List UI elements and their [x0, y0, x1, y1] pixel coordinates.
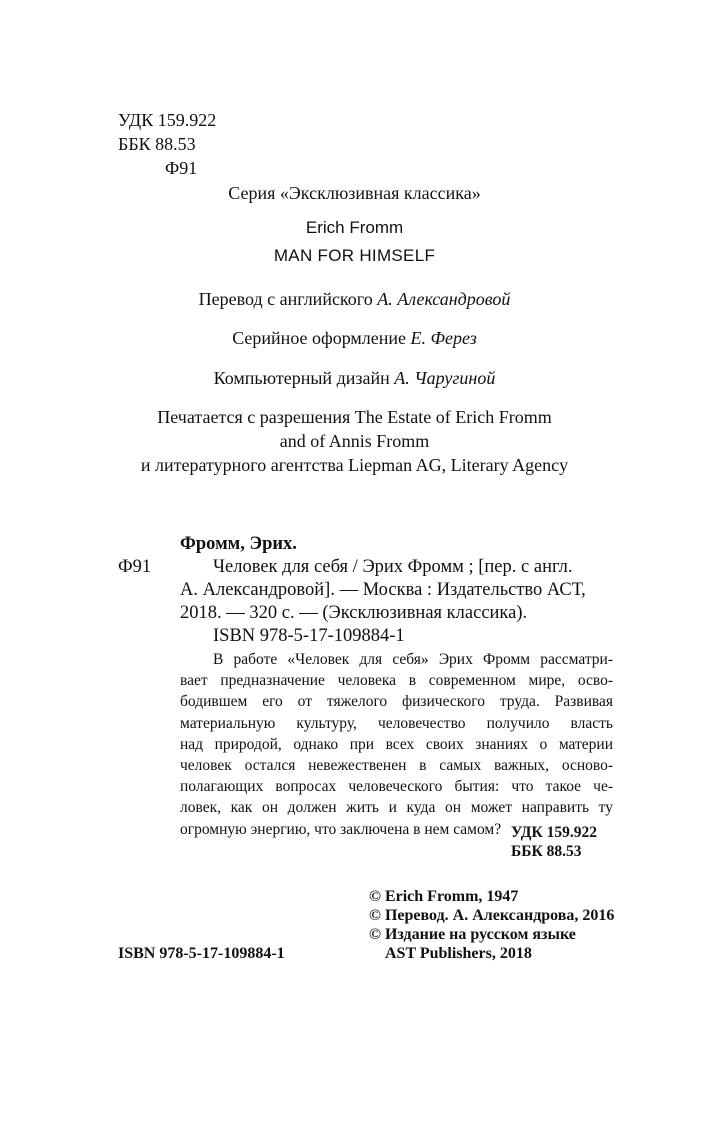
translator-name: А. Александровой	[377, 289, 511, 309]
annotation-line: человек остался невежественен в самых важных, осново-	[180, 756, 613, 774]
designer-name: А. Чаругиной	[394, 368, 496, 388]
permission-line-3: и литературного агентства Liepman AG, Literary Agency	[140, 455, 569, 475]
bbk-code: ББК 88.53	[118, 134, 196, 154]
copyright-line-4: AST Publishers, 2018	[385, 945, 532, 962]
annotation-line: В работе «Человек для себя» Эрих Фромм рассматри-	[213, 651, 613, 668]
annotation-line: вает предназначение человека в современном мире, осво-	[180, 672, 613, 690]
original-author: Erich Fromm	[305, 218, 404, 237]
copyright-line-1: © Erich Fromm, 1947	[369, 888, 519, 905]
bibliography-entry-line-2: А. Александровой]. — Москва : Издательство АСТ,	[180, 580, 586, 600]
cover-designer-name: Е. Ферез	[410, 328, 477, 348]
annotation-line: полагающих вопросах человеческого бытия: что такое че-	[180, 778, 613, 796]
bibliography-entry-line-3: 2018. — 320 с. — (Эксклюзивная классика).	[180, 603, 528, 623]
copyright-line-3: © Издание на русском языке	[369, 926, 576, 943]
bbk-code-bottom: ББК 88.53	[511, 843, 582, 860]
permission-line-1: Печатается с разрешения The Estate of Erich Fromm	[157, 407, 552, 427]
design-credit	[0, 366, 709, 390]
series-line: Серия «Эксклюзивная классика»	[228, 183, 481, 203]
bibliography-author-heading: Фромм, Эрих.	[180, 534, 297, 554]
translation-label: Перевод с английского	[198, 289, 373, 309]
annotation-line: над природой, однако при всех своих знаниях о материи	[180, 735, 613, 753]
cover-label: Серийное оформление	[232, 328, 407, 348]
annotation-line: бодившем его от тяжелого физического труда. Развивая	[180, 693, 613, 711]
udk-code: УДК 159.922	[118, 110, 217, 130]
bibliography-isbn: ISBN 978-5-17-109884-1	[213, 626, 405, 646]
design-label: Компьютерный дизайн	[213, 368, 390, 388]
copyright-line-2: © Перевод. А. Александрова, 2016	[369, 907, 615, 924]
bibliography-entry-line-1: Человек для себя / Эрих Фромм ; [пер. с англ.	[213, 557, 573, 577]
bibliography-code: Ф91	[118, 557, 152, 577]
author-sign-code: Ф91	[165, 158, 198, 178]
annotation-line: материальную культуру, человечество получило власть	[180, 714, 613, 732]
udk-code-bottom: УДК 159.922	[511, 824, 597, 841]
annotation	[180, 649, 613, 840]
annotation-line: огромную энергию, что заключена в нем самом?	[180, 820, 502, 838]
annotation-line: ловек, как он должен жить и куда он может направить ту	[180, 799, 613, 817]
translation-credit	[0, 287, 709, 311]
original-title: MAN FOR HIMSELF	[273, 246, 436, 265]
permission-line-2: and of Annis Fromm	[279, 431, 430, 451]
cover-credit	[0, 326, 709, 350]
isbn-bottom: ISBN 978-5-17-109884-1	[118, 945, 285, 962]
